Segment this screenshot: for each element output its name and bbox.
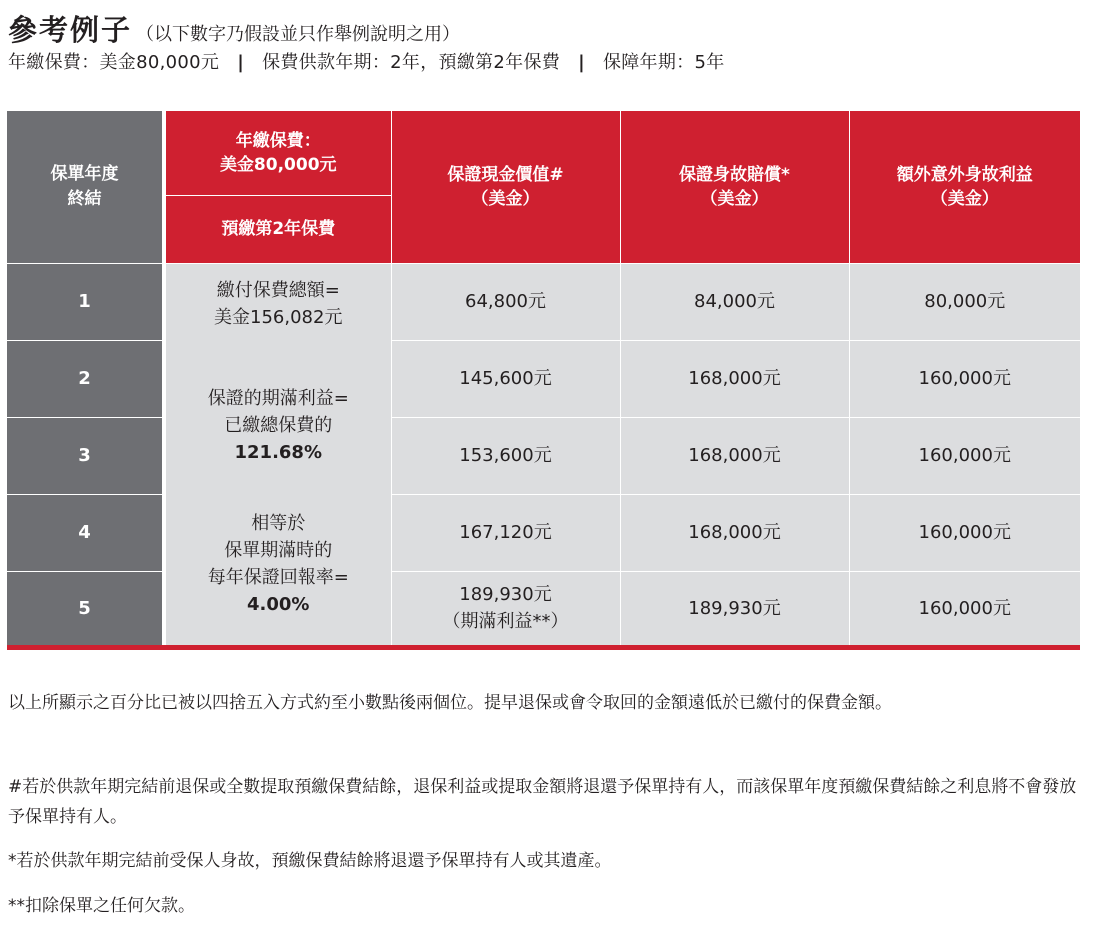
- guaranteed-death-benefit: 84,000元: [620, 263, 849, 340]
- maturity-percentage: 121.68%: [234, 442, 322, 463]
- guaranteed-death-benefit: 168,000元: [620, 340, 849, 417]
- accidental-death-benefit: 160,000元: [849, 494, 1080, 571]
- separator: |: [237, 52, 245, 73]
- death-footnote: *若於供款年期完結前受保人身故，預繳保費結餘將退還予保單持有人或其遺產。: [8, 851, 612, 871]
- policy-year: 4: [7, 494, 164, 571]
- payment-term-text: 保費供款年期：2年，預繳第2年保費: [262, 52, 561, 73]
- guaranteed-death-benefit: 168,000元: [620, 494, 849, 571]
- annual-premium-text: 年繳保費：美金80,000元: [8, 52, 220, 73]
- table-row: [7, 263, 1080, 340]
- coverage-term-text: 保障年期：5年: [602, 52, 725, 73]
- total-premium-paid: 繳付保費總額= 美金156,082元: [164, 263, 391, 340]
- policy-year: 3: [7, 417, 164, 494]
- guaranteed-cash-value: 64,800元: [391, 263, 620, 340]
- guaranteed-cash-value: 167,120元: [391, 494, 620, 571]
- header-guaranteed-death-benefit: 保證身故賠償* （美金）: [620, 111, 849, 263]
- guaranteed-cash-value: 189,930元 （期滿利益**）: [391, 571, 620, 647]
- policy-summary: [8, 48, 725, 74]
- policy-year: 5: [7, 571, 164, 647]
- guaranteed-death-benefit: 189,930元: [620, 571, 849, 647]
- header-guaranteed-cash-value: 保證現金價值# （美金）: [391, 111, 620, 263]
- header-accidental-death-benefit: 額外意外身故利益 （美金）: [849, 111, 1080, 263]
- title-note: （以下數字乃假設並只作舉例說明之用）: [136, 24, 461, 45]
- page-title: 參考例子: [8, 13, 133, 47]
- guaranteed-cash-value: 153,600元: [391, 417, 620, 494]
- header-annual-premium: 年繳保費： 美金80,000元: [164, 111, 391, 195]
- header-prepay-premium: 預繳第2年保費: [164, 195, 391, 263]
- maturity-benefit-note: （期滿利益**）: [442, 611, 569, 632]
- accidental-death-benefit: 160,000元: [849, 571, 1080, 647]
- policy-year: 1: [7, 263, 164, 340]
- table-row: [7, 340, 1080, 417]
- separator: |: [578, 52, 585, 73]
- debt-footnote: **扣除保單之任何欠款。: [8, 896, 195, 916]
- accidental-death-benefit: 160,000元: [849, 340, 1080, 417]
- accidental-death-benefit: 160,000元: [849, 417, 1080, 494]
- title-row: [8, 8, 460, 49]
- guaranteed-cash-value: 145,600元: [391, 340, 620, 417]
- maturity-and-return-summary: 保證的期滿利益= 已繳總保費的 121.68% 相等於 保單期滿時的 每年保證回報率= 4.00%: [164, 340, 391, 647]
- annual-return-percentage: 4.00%: [247, 594, 310, 615]
- accidental-death-benefit: 80,000元: [849, 263, 1080, 340]
- policy-year: 2: [7, 340, 164, 417]
- benefit-table: [7, 111, 1080, 650]
- guaranteed-death-benefit: 168,000元: [620, 417, 849, 494]
- surrender-footnote: #若於供款年期完結前退保或全數提取預繳保費結餘，退保利益或提取金額將退還予保單持有人，而該保單年度預繳保費結餘之利息將不會發放予保單持有人。: [8, 777, 1077, 827]
- header-policy-year: 保單年度 終結: [7, 111, 164, 263]
- rounding-note: 以上所顯示之百分比已被以四捨五入方式約至小數點後兩個位。提早退保或會令取回的金額遠低於已繳付的保費金額。: [8, 693, 892, 713]
